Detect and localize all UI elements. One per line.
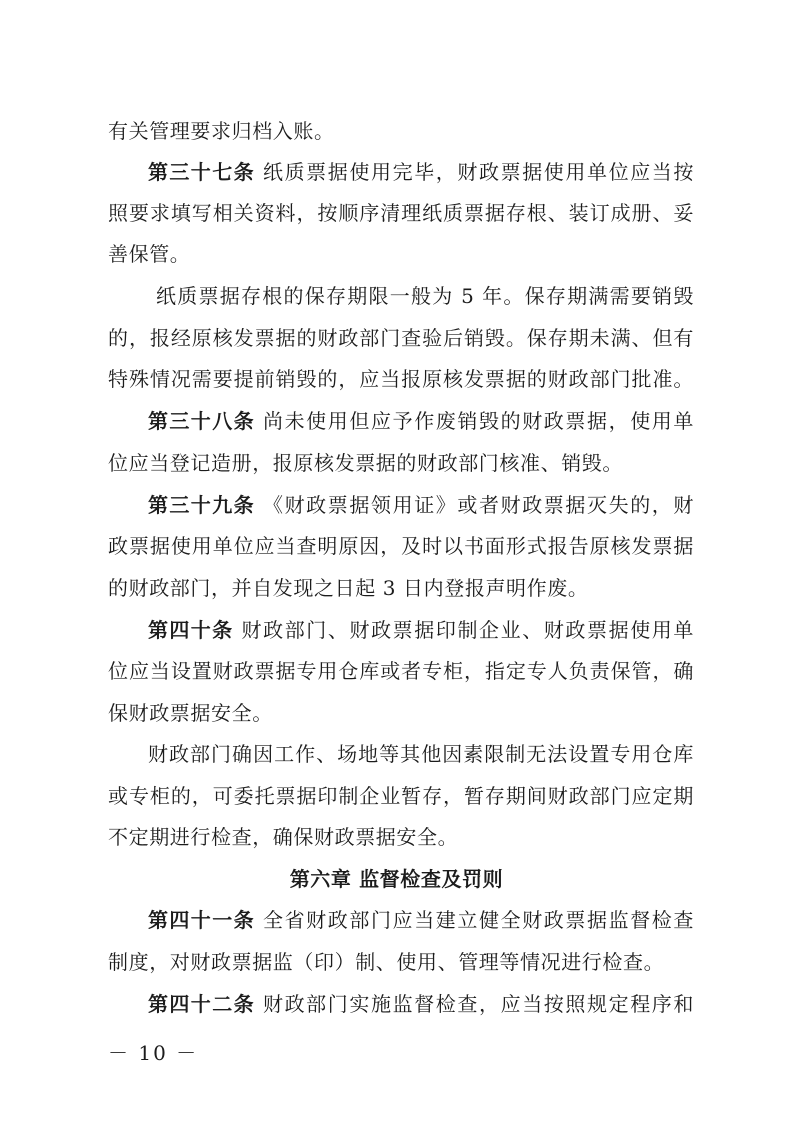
article-42-text: 财政部门实施监督检查，应当按照规定程序和 bbox=[262, 992, 695, 1016]
paragraph-text: 的，报经原核发票据的财政部门查验后销毁。保存期未满、但有 bbox=[108, 326, 694, 350]
paragraph-text: 有关管理要求归档入账。 bbox=[108, 119, 335, 143]
paragraph-storage-line-2 bbox=[108, 323, 694, 353]
article-42-line-1 bbox=[108, 989, 694, 1019]
article-41-text: 全省财政部门应当建立健全财政票据监督检查 bbox=[262, 908, 695, 932]
article-40-text: 位应当设置财政票据专用仓库或者专柜，指定专人负责保管，确 bbox=[108, 659, 694, 683]
paragraph-warehouse-line-1 bbox=[108, 739, 694, 769]
article-40-line-2 bbox=[108, 656, 694, 686]
paragraph-line bbox=[108, 116, 694, 146]
article-39-line-1 bbox=[108, 490, 694, 520]
article-38-text: 位应当登记造册，报原核发票据的财政部门核准、销毁。 bbox=[108, 451, 623, 475]
article-38-line-1 bbox=[108, 406, 694, 436]
article-39-text: 政票据使用单位应当查明原因，及时以书面形式报告原核发票据 bbox=[108, 534, 694, 558]
paragraph-text: 特殊情况需要提前销毁的，应当报原核发票据的财政部门批准。 bbox=[108, 367, 694, 391]
article-37-line-1 bbox=[108, 157, 694, 187]
paragraph-storage-line-1 bbox=[108, 281, 694, 311]
paragraph-warehouse-line-3 bbox=[108, 822, 694, 852]
article-37-text: 善保管。 bbox=[108, 242, 191, 266]
article-37-text: 纸质票据使用完毕，财政票据使用单位应当按 bbox=[262, 160, 695, 184]
article-39-text: 的财政部门，并自发现之日起 3 日内登报声明作废。 bbox=[108, 576, 589, 600]
article-37-line-3 bbox=[108, 239, 694, 269]
article-38-line-2 bbox=[108, 448, 694, 478]
article-41-line-1 bbox=[108, 905, 694, 935]
paragraph-text: 或专柜的，可委托票据印制企业暂存，暂存期间财政部门应定期 bbox=[108, 784, 694, 808]
article-37-line-2 bbox=[108, 198, 694, 228]
article-39-title: 第三十九条 bbox=[148, 493, 256, 517]
article-41-line-2 bbox=[108, 947, 694, 977]
article-40-line-1 bbox=[108, 615, 694, 645]
article-37-text: 照要求填写相关资料，按顺序清理纸质票据存根、装订成册、妥 bbox=[108, 201, 694, 225]
article-41-text: 制度，对财政票据监（印）制、使用、管理等情况进行检查。 bbox=[108, 950, 665, 974]
paragraph-text: 纸质票据存根的保存期限一般为 5 年。保存期满需要销毁 bbox=[156, 284, 694, 308]
article-39-line-3 bbox=[108, 573, 694, 603]
paragraph-text: 不定期进行检查，确保财政票据安全。 bbox=[108, 825, 459, 849]
article-40-text: 财政部门、财政票据印制企业、财政票据使用单 bbox=[241, 618, 694, 642]
article-40-text: 保财政票据安全。 bbox=[108, 701, 273, 725]
article-41-title: 第四十一条 bbox=[148, 908, 256, 932]
article-40-line-3 bbox=[108, 698, 694, 728]
article-37-title: 第三十七条 bbox=[148, 160, 256, 184]
article-39-text: 《财政票据领用证》或者财政票据灭失的，财 bbox=[262, 493, 695, 517]
article-38-title: 第三十八条 bbox=[148, 409, 256, 433]
paragraph-text: 财政部门确因工作、场地等其他因素限制无法设置专用仓库 bbox=[148, 742, 694, 766]
article-42-title: 第四十二条 bbox=[148, 992, 256, 1016]
page-number: － 10 － bbox=[108, 1041, 199, 1065]
paragraph-storage-line-3 bbox=[108, 364, 694, 394]
article-38-text: 尚未使用但应予作废销毁的财政票据，使用单 bbox=[262, 409, 695, 433]
paragraph-warehouse-line-2 bbox=[108, 781, 694, 811]
article-39-line-2 bbox=[108, 531, 694, 561]
article-40-title: 第四十条 bbox=[148, 618, 234, 642]
chapter-heading: 第六章 监督检查及罚则 bbox=[289, 867, 504, 891]
